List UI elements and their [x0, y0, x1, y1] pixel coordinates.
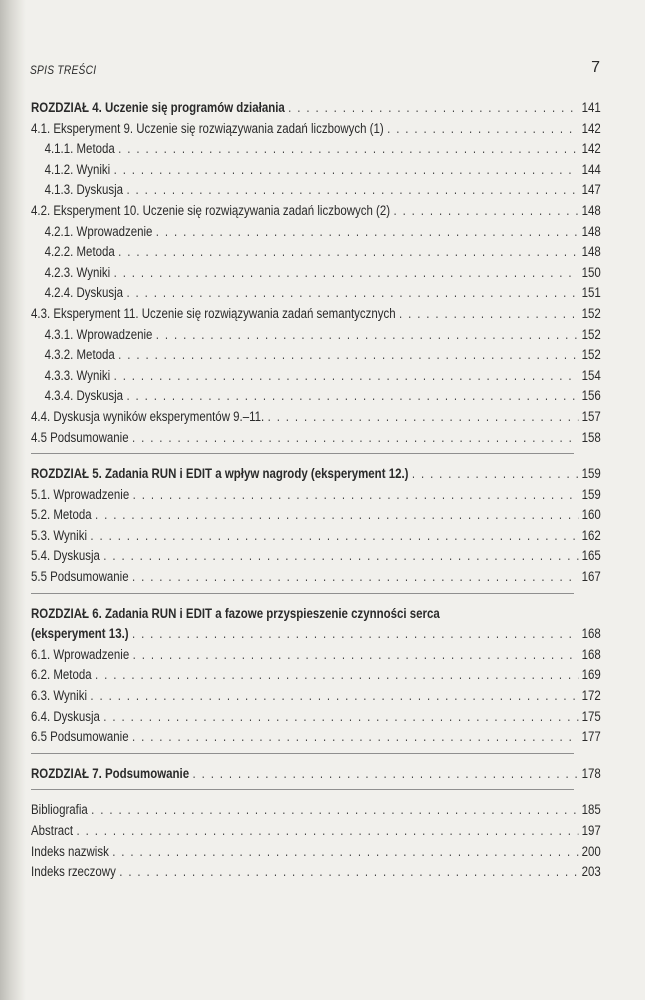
toc-entry: [31, 407, 601, 428]
toc-chapter-6-line2: [31, 624, 601, 645]
toc-entry: [31, 139, 601, 160]
toc-label: 5.3. Wyniki: [31, 527, 88, 543]
toc-page: 148: [581, 223, 601, 239]
toc-page: 177: [581, 729, 601, 745]
toc-label: 4.2. Eksperyment 10. Uczenie się rozwiązywania zadań liczbowych (2): [31, 202, 391, 218]
toc-label: 5.4. Dyskusja: [31, 548, 100, 564]
toc-page: 178: [581, 765, 601, 781]
toc-entry: [31, 707, 601, 728]
leader-dots: [132, 727, 578, 748]
toc-page: 175: [581, 708, 601, 724]
toc-page: 185: [581, 802, 601, 818]
leader-dots: [132, 624, 578, 645]
toc-chapter-5: [31, 464, 601, 485]
header-title: SPIS TREŚCI: [30, 63, 97, 77]
toc-label: 4.2.1. Wprowadzenie: [44, 223, 153, 239]
toc-page: 159: [581, 486, 601, 502]
toc-entry-subject-index: [31, 862, 601, 883]
toc-entry: [31, 428, 601, 449]
toc-page: 172: [581, 688, 601, 704]
toc-entry: [31, 263, 601, 284]
toc-entry: [31, 386, 601, 407]
toc-label: 4.3. Eksperyment 11. Uczenie się rozwiązywania zadań semantycznych: [31, 305, 396, 321]
toc-label: Indeks rzeczowy: [31, 864, 116, 880]
leader-dots: [112, 842, 578, 863]
toc-label: 4.1.1. Metoda: [44, 141, 115, 157]
toc-label: 5.5 Podsumowanie: [31, 569, 129, 585]
leader-dots: [90, 526, 578, 547]
toc-label: Bibliografia: [31, 802, 88, 818]
toc-page: 150: [581, 264, 601, 280]
toc-entry: [31, 345, 601, 366]
toc-entry-name-index: [31, 842, 601, 863]
leader-dots: [387, 119, 578, 140]
toc-label: 6.3. Wyniki: [31, 688, 88, 704]
leader-dots: [132, 567, 578, 588]
leader-dots: [118, 345, 578, 366]
leader-dots: [156, 325, 578, 346]
toc-page: 167: [581, 569, 601, 585]
leader-dots: [193, 764, 579, 785]
toc-page: 203: [581, 864, 601, 880]
toc-entry: [31, 546, 601, 567]
toc-entry: [31, 160, 601, 181]
toc-page: 156: [581, 388, 601, 404]
leader-dots: [90, 686, 578, 707]
toc-page: 144: [581, 161, 601, 177]
toc-label: ROZDZIAŁ 5. Zadania RUN i EDIT a wpływ nagrody (eksperyment 12.): [31, 466, 409, 482]
toc-label: 4.3.4. Dyskusja: [44, 388, 124, 404]
leader-dots: [126, 180, 578, 201]
leader-dots: [393, 201, 578, 222]
toc-entry-bibliography: [31, 800, 601, 821]
toc-page: 197: [581, 823, 601, 838]
leader-dots: [114, 263, 579, 284]
toc-label: 5.1. Wprowadzenie: [31, 486, 130, 502]
leader-dots: [119, 862, 578, 883]
leader-dots: [126, 283, 578, 304]
toc-label: 6.2. Metoda: [31, 667, 92, 683]
toc-label: 4.1. Eksperyment 9. Uczenie się rozwiązywania zadań liczbowych (1): [31, 120, 384, 136]
toc-page: 168: [581, 646, 601, 662]
book-spine-shadow: [0, 0, 26, 1000]
toc-label: 4.1.3. Dyskusja: [44, 182, 124, 198]
leader-dots: [412, 464, 578, 485]
toc-entry: [31, 686, 601, 707]
leader-dots: [114, 160, 579, 181]
toc-entry: [31, 485, 601, 506]
toc-entry: [31, 304, 601, 325]
toc-entry: [31, 119, 601, 140]
toc-entry: [31, 283, 601, 304]
toc-label: 6.1. Wprowadzenie: [31, 646, 130, 662]
toc-entry: [31, 727, 601, 748]
toc-page: 142: [581, 120, 601, 136]
toc-chapter-6-line1: [31, 604, 601, 625]
toc-entry-abstract: [31, 821, 601, 842]
toc-label: 4.2.2. Metoda: [44, 244, 115, 260]
running-header: [30, 59, 600, 81]
toc-page: 152: [581, 305, 601, 321]
leader-dots: [95, 505, 578, 526]
toc-page: 165: [581, 548, 601, 564]
toc-label: 6.4. Dyskusja: [31, 708, 100, 724]
toc-entry: [31, 201, 601, 222]
toc-page: 154: [581, 367, 601, 383]
toc-entry: [31, 505, 601, 526]
toc-page: 157: [581, 408, 601, 424]
leader-dots: [103, 707, 578, 728]
leader-dots: [133, 645, 579, 666]
toc-entry: [31, 645, 601, 666]
toc-label: 4.3.3. Wyniki: [44, 367, 111, 383]
toc-label: 4.4. Dyskusja wyników eksperymentów 9.–11.: [31, 408, 265, 424]
leader-dots: [268, 407, 579, 428]
toc-entry: [31, 665, 601, 686]
leader-dots: [133, 485, 579, 506]
toc-label: (eksperyment 13.): [31, 626, 129, 642]
toc-page: 159: [581, 466, 601, 482]
toc-page: 152: [581, 326, 601, 342]
toc-page: 169: [581, 667, 601, 683]
toc-page: 148: [581, 202, 601, 218]
toc-page: 168: [581, 626, 601, 642]
leader-dots: [399, 304, 578, 325]
toc-entry: [31, 325, 601, 346]
leader-dots: [132, 428, 578, 449]
toc-page: 200: [581, 843, 601, 859]
header-page-number: 7: [591, 59, 600, 76]
toc-chapter-4: [31, 98, 601, 119]
toc-page: 147: [581, 182, 601, 198]
leader-dots: [95, 665, 578, 686]
leader-dots: [156, 222, 578, 243]
toc-label: ROZDZIAŁ 4. Uczenie się programów działania: [31, 100, 285, 115]
toc-entry: [31, 526, 601, 547]
toc-entry: [31, 567, 601, 588]
toc-label: 4.2.4. Dyskusja: [44, 285, 124, 301]
toc-page: 142: [581, 141, 601, 157]
toc-page: 148: [581, 244, 601, 260]
leader-dots: [118, 242, 578, 263]
toc-page: 160: [581, 507, 601, 523]
toc-label: 5.2. Metoda: [31, 507, 92, 523]
toc-entry: [31, 222, 601, 243]
toc-label: 6.5 Podsumowanie: [31, 729, 129, 745]
toc-label: 4.1.2. Wyniki: [44, 161, 111, 177]
toc-label: ROZDZIAŁ 7. Podsumowanie: [31, 765, 190, 781]
leader-dots: [103, 546, 578, 567]
toc-page: 158: [581, 429, 601, 445]
leader-dots: [91, 800, 578, 821]
toc-chapter-7: [31, 764, 601, 785]
toc-label: 4.3.1. Wprowadzenie: [44, 326, 153, 342]
toc-label: 4.2.3. Wyniki: [44, 264, 111, 280]
leader-dots: [118, 139, 578, 160]
toc-page: 162: [581, 527, 601, 543]
leader-dots: [114, 366, 579, 387]
toc-entry: [31, 366, 601, 387]
table-of-contents: [31, 98, 601, 883]
leader-dots: [77, 821, 579, 842]
toc-label: Indeks nazwisk: [31, 843, 109, 859]
toc-page: 151: [581, 285, 601, 301]
leader-dots: [126, 386, 578, 407]
toc-entry: [31, 242, 601, 263]
toc-label: 4.3.2. Metoda: [44, 347, 115, 363]
toc-page: 141: [581, 100, 601, 115]
toc-page: 152: [581, 347, 601, 363]
leader-dots: [288, 98, 578, 119]
toc-label: ROZDZIAŁ 6. Zadania RUN i EDIT a fazowe przyspieszenie czynności serca: [31, 605, 440, 621]
toc-label: 4.5 Podsumowanie: [31, 429, 129, 445]
toc-entry: [31, 180, 601, 201]
toc-label: Abstract: [31, 823, 74, 838]
